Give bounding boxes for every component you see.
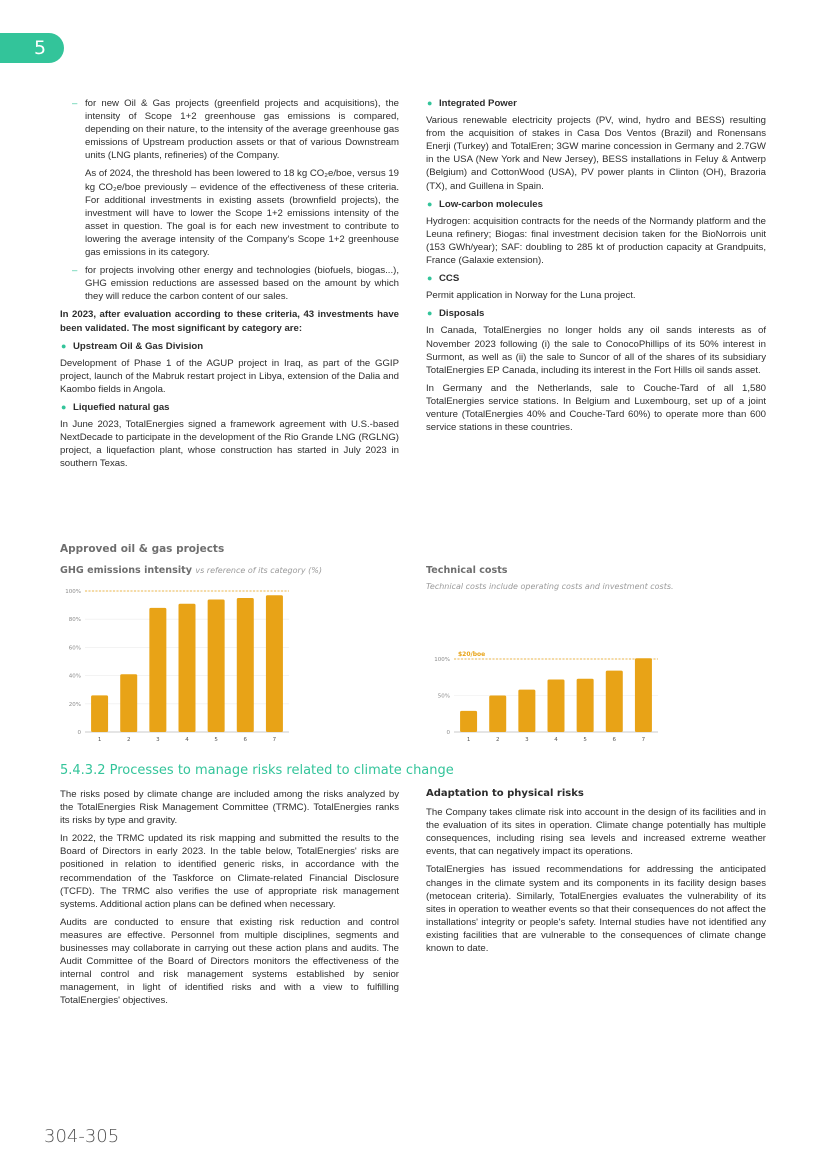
x-tick-label: 5 xyxy=(214,737,218,743)
risk-paragraph-2: In 2022, the TRMC updated its risk mapping and submitted the results to the Board of Directors in early 2023. In the table below, TotalEnergies' risks are positioned in relation to identified generic risks, in accordance with the recommendation of the Taskforce on Climate-related Financial Disclosure (TCFD). The TRMC also verifies the use of appropriate risk management systems. Additional action plans can be defined when necessary. xyxy=(60,833,399,910)
tc-chart-title: Technical costs xyxy=(426,565,508,576)
charts-block-title: Approved oil & gas projects xyxy=(60,543,225,555)
integrated-power-heading xyxy=(426,97,766,110)
adaptation-paragraph-1: The Company takes climate risk into account in the design of its facilities and in the evaluation of its sites in operation. Climate change potentially has multiple consequences, including rising sea levels and increased extreme weather events, that can negatively impact its operations. xyxy=(426,807,766,858)
low-carbon-heading xyxy=(426,198,766,211)
criteria-text-other-energy: for projects involving other energy and technologies (biofuels, biogas...), GHG emission reductions are assessed based on the amount by which they will reduce the carbon content of our sales. xyxy=(85,265,399,303)
y-tick-label: 0 xyxy=(446,730,450,736)
adaptation-paragraph-2: TotalEnergies has issued recommendations for addressing the anticipated changes in the climate system and its components in its facility design bases (metocean criteria). Similarly, TotalEnergies evaluates the vulnerability of its sites in operation to weather events so that their consequences do not affect the installations' integrity or people's safety. Internal studies have not identified any existing facilities that are vulnerable to the consequences of climate change known to date. xyxy=(426,864,766,955)
integrated-power-heading-text: Integrated Power xyxy=(439,98,517,109)
upstream-heading-text: Upstream Oil & Gas Division xyxy=(73,340,204,352)
x-tick-label: 3 xyxy=(156,737,160,743)
bar-4 xyxy=(179,604,196,732)
lng-heading-text: Liquefied natural gas xyxy=(73,401,170,413)
x-tick-label: 3 xyxy=(525,737,529,743)
section-heading: 5.4.3.2 Processes to manage risks related to climate change xyxy=(60,763,454,778)
x-tick-label: 4 xyxy=(185,737,189,743)
x-tick-label: 2 xyxy=(495,737,500,743)
disposals-paragraph-1: In Canada, TotalEnergies no longer holds any oil sands interests as of November 2023 following (i) the sale to ConocoPhillips of its 50% interest in Surmont, as well as (ii) the sale to Suncor of all of the shares of its subsidiary TotalEnergies EP Canada, including its interest in the Fort Hills oil sands asset. xyxy=(426,325,766,376)
bar-1 xyxy=(460,711,477,732)
x-tick-label: 6 xyxy=(612,737,617,743)
x-tick-label: 7 xyxy=(272,737,277,743)
chapter-tab xyxy=(0,33,64,63)
bar-3 xyxy=(518,690,535,732)
ghg-chart-title-text: GHG emissions intensity xyxy=(60,565,192,576)
bullet-dot-icon: ● xyxy=(427,198,433,209)
bullet-dot-icon: ● xyxy=(427,98,433,108)
left-column-bottom xyxy=(60,788,399,1013)
bullet-dot-icon: ● xyxy=(61,401,67,412)
threshold-paragraph: As of 2024, the threshold has been lowered to 18 kg CO₂e/boe, versus 19 kg CO₂e/boe previously – evidence of the effectiveness of these criteria. For additional investments in existing assets (brownfield projects), the investment will have to lower the Scope 1+2 emissions intensity of the asset in question. The goal is for each new investment to contribute to lowering the average intensity of the Company's Scope 1+2 greenhouse gas emissions in its category. xyxy=(85,168,399,259)
x-tick-label: 5 xyxy=(583,737,587,743)
x-tick-label: 1 xyxy=(97,737,102,743)
adaptation-heading: Adaptation to physical risks xyxy=(426,788,584,799)
left-column-top xyxy=(60,97,399,475)
lng-heading xyxy=(60,401,399,414)
dash-marker: – xyxy=(72,265,78,277)
x-tick-label: 6 xyxy=(243,737,248,743)
bar-2 xyxy=(120,674,137,732)
disposals-heading xyxy=(426,307,766,320)
integrated-power-paragraph: Various renewable electricity projects (PV, wind, hydro and BESS) resulting from the acquisition of stakes in Casa Dos Ventos (Brazil) and Ronensans Enerji (Turkey) and TotalEren; 3GW marine concession in Germany and 2.7GW in the USA (New York and New Jersey), BESS installations in Feluy & Antwerp (Belgium) and CottonWood (USA), PV power plants in Clinton (OH), Brazoria (TX), and Guillena in Spain. xyxy=(426,115,766,192)
bar-4 xyxy=(548,679,565,732)
bar-2 xyxy=(489,696,506,733)
ghg-chart-subtitle: vs reference of its category (%) xyxy=(195,566,322,575)
tc-chart-subtitle: Technical costs include operating costs and investment costs. xyxy=(426,582,674,591)
ghg-intensity-chart xyxy=(55,582,295,752)
x-tick-label: 1 xyxy=(466,737,471,743)
reference-line-label: $20/boe xyxy=(458,651,486,658)
bullet-dot-icon: ● xyxy=(61,340,67,351)
y-tick-label: 60% xyxy=(68,645,81,652)
y-tick-label: 100% xyxy=(434,657,450,663)
ghg-chart-title xyxy=(60,565,322,576)
right-column-bottom xyxy=(426,787,766,960)
bar-5 xyxy=(577,679,594,732)
x-tick-label: 7 xyxy=(641,737,646,743)
ccs-heading xyxy=(426,272,766,285)
bar-6 xyxy=(606,671,623,732)
y-tick-label: 20% xyxy=(68,701,81,708)
upstream-paragraph: Development of Phase 1 of the AGUP project in Iraq, as part of the GGIP project, launch of the Mabruk restart project in Libya, extension of the Dalia and Kaombo fields in Angola. xyxy=(60,357,399,395)
lng-paragraph: In June 2023, TotalEnergies signed a framework agreement with U.S.-based NextDecade to participate in the development of the Rio Grande LNG (RGLNG) project, a liquefaction plant, whose construction has started in July 2023 in southern Texas. xyxy=(60,419,399,470)
y-tick-label: 0 xyxy=(77,730,81,736)
x-tick-label: 2 xyxy=(126,737,131,743)
bar-3 xyxy=(149,608,166,732)
bar-5 xyxy=(208,599,225,732)
bar-7 xyxy=(635,658,652,732)
disposals-heading-text: Disposals xyxy=(439,308,485,320)
y-tick-label: 80% xyxy=(68,617,81,624)
y-tick-label: 50% xyxy=(437,693,450,700)
bullet-dot-icon: ● xyxy=(427,273,433,284)
risk-paragraph-1: The risks posed by climate change are included among the risks analyzed by the TotalEnergies Risk Management Committee (TRMC). TotalEnergies ranks its risks by type and gravity. xyxy=(60,789,399,827)
investments-lead: In 2023, after evaluation according to these criteria, 43 investments have been validated. The most significant by category are: xyxy=(60,309,399,334)
criteria-item-oil-gas xyxy=(60,97,399,162)
low-carbon-paragraph: Hydrogen: acquisition contracts for the needs of the Normandy platform and the Leuna refinery; Biogas: final investment decision taken for the BioNorrois unit (153 GWh/year); SAF: doubling to 285 kt of production capacity at Grandpuits, France (Galaxie extension). xyxy=(426,215,766,267)
criteria-text-oil-gas: for new Oil & Gas projects (greenfield projects and acquisitions), the intensity of Scope 1+2 greenhouse gas emissions is compared, depending on their nature, to the intensity of the average greenhouse gas emissions of Upstream production assets or that of various Downstream units (LNG plants, refineries) of the Company. xyxy=(85,98,399,162)
chapter-number: 5 xyxy=(34,37,47,59)
dash-marker: – xyxy=(72,98,78,109)
low-carbon-heading-text: Low-carbon molecules xyxy=(439,198,543,210)
bullet-dot-icon: ● xyxy=(427,308,433,319)
criteria-item-other-energy xyxy=(60,264,399,303)
x-tick-label: 4 xyxy=(554,737,558,743)
technical-costs-chart xyxy=(424,642,664,752)
bar-1 xyxy=(91,695,108,732)
right-column-top xyxy=(426,97,766,439)
y-tick-label: 40% xyxy=(68,673,81,680)
page-number: 304-305 xyxy=(44,1126,120,1147)
ccs-heading-text: CCS xyxy=(439,273,460,285)
ccs-paragraph: Permit application in Norway for the Luna project. xyxy=(426,290,636,302)
bar-7 xyxy=(266,595,283,732)
disposals-paragraph-2: In Germany and the Netherlands, sale to Couche-Tard of all 1,580 TotalEnergies service stations. In Belgium and Luxembourg, set up of a joint venture (TotalEnergies 40% and Couche-Tard 60%) to operate more than 600 service stations in these countries. xyxy=(426,382,766,434)
y-tick-label: 100% xyxy=(65,589,81,595)
risk-paragraph-3: Audits are conducted to ensure that existing risk reduction and control measures are effective. Personnel from multiple disciplines, segments and businesses may collaborate in carrying out these action plans and audits. The Audit Committee of the Board of Directors monitors the effectiveness of the internal control and risk management systems established by senior management, in light of identified risks and with a view to fulfilling TotalEnergies' objectives. xyxy=(60,916,399,1007)
bar-6 xyxy=(237,598,254,732)
upstream-heading xyxy=(60,340,399,353)
